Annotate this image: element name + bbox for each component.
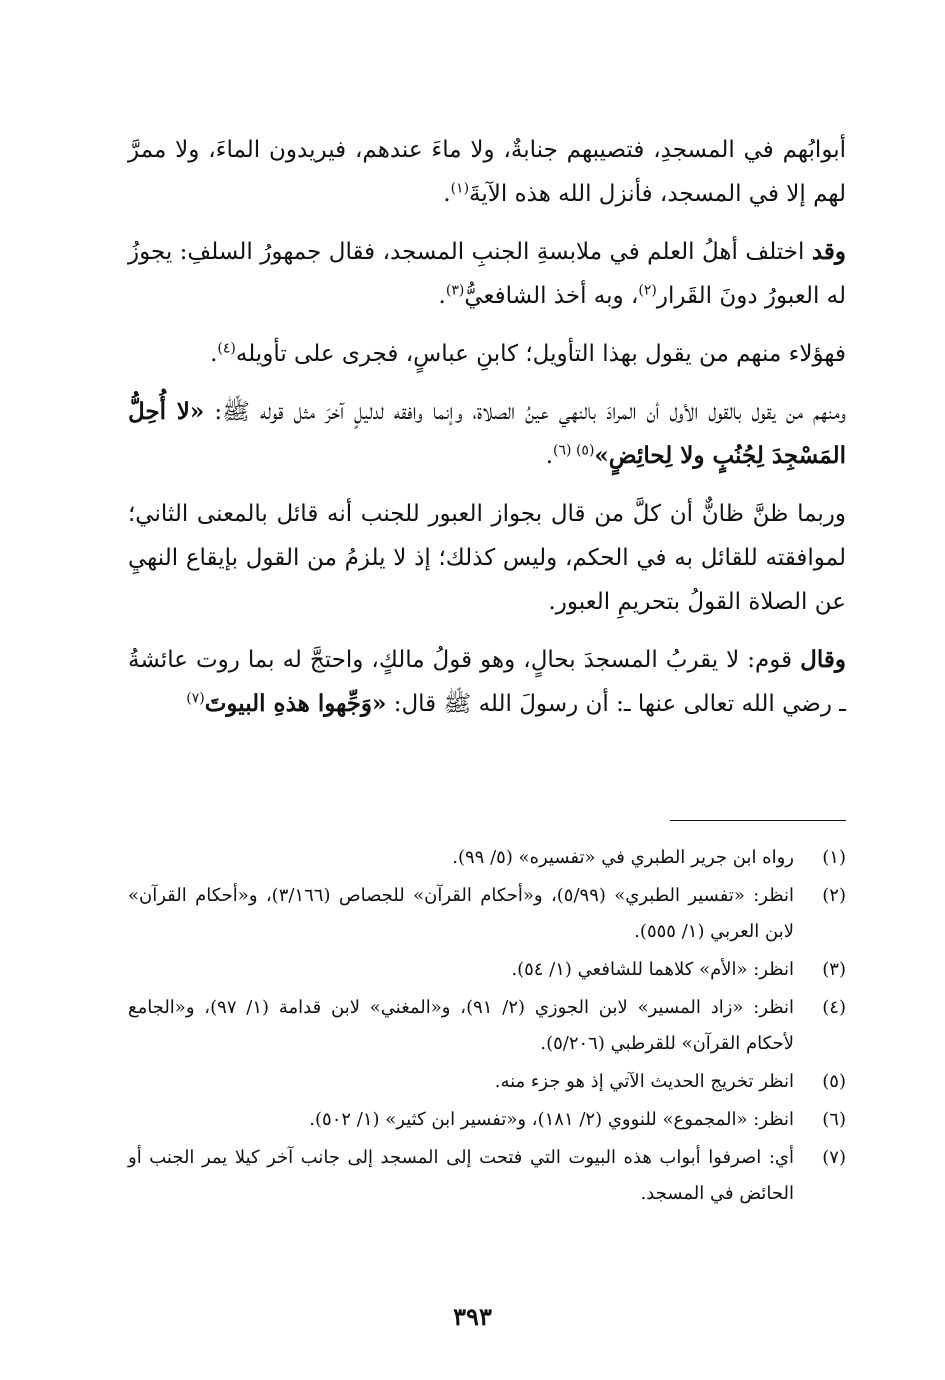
emphasized-text: وقد	[811, 238, 846, 265]
footnote-number: (٦)	[822, 1109, 846, 1130]
footnote-reference: (٧)	[186, 690, 205, 707]
paragraph-text: قوم: لا يقربُ المسجدَ بحالٍ، وهو قولُ مالكٍ، واحتجَّ له بما روت عائشةُ ـ رضي الله تعالى عنها ـ: أن رسولَ الله ﷺ قال:	[128, 647, 846, 717]
footnote	[128, 840, 846, 876]
page-number: ٣٩٣	[453, 1302, 492, 1331]
footnotes	[128, 840, 846, 1214]
footnote	[128, 1102, 846, 1138]
footnote	[128, 990, 846, 1062]
paragraph-text: .	[438, 283, 446, 309]
paragraph-text: .	[443, 181, 451, 207]
paragraph-text: ، وبه أخذ الشافعيُّ	[464, 283, 639, 309]
footnote-number: (١)	[822, 847, 846, 868]
paragraph	[128, 332, 846, 376]
paragraph-text: .	[210, 341, 218, 367]
paragraph-text: فهؤلاء منهم من يقول بهذا التأويل؛ كابنِ عباسٍ، فجرى على تأويله	[235, 341, 846, 367]
emphasized-text: «وَجِّهوا هذهِ البيوتَ	[204, 690, 387, 717]
footnote-reference: (١)	[450, 180, 470, 197]
footnote-number: (٥)	[822, 1071, 846, 1092]
main-text	[128, 128, 846, 726]
footnote-text: رواه ابن جرير الطبري في «تفسيره» (٥/ ٩٩).	[452, 847, 794, 868]
paragraph	[128, 230, 846, 318]
page-content	[128, 128, 847, 1204]
footnote-number: (٢)	[822, 885, 846, 906]
paragraph	[128, 492, 846, 624]
footnote-reference: (٥) (٦)	[553, 442, 595, 459]
footnote-text: انظر: «المجموع» للنووي (٢/ ١٨١)، و«تفسير ابن كثير» (١/ ٥٠٢).	[309, 1109, 794, 1130]
footnote-number: (٣)	[822, 959, 846, 980]
footnote-text: انظر: «زاد المسير» لابن الجوزي (٢/ ٩١)، و«المغني» لابن قدامة (١/ ٩٧)، و«الجامع لأحكام القرآن» للقرطبي (٥/٢٠٦).	[128, 997, 794, 1054]
footnote-reference: (٤)	[217, 340, 236, 357]
footnote-text: انظر: «الأم» كلاهما للشافعي (١/ ٥٤).	[511, 959, 794, 980]
paragraph-text: أبوابُهم في المسجدِ، فتصيبهم جنابةٌ، ولا ماءَ عندهم، فيريدون الماءَ، ولا ممرَّ لهم إلا في المسجد، فأنزل الله هذه الآيةَ	[128, 137, 846, 207]
footnote-text: انظر: «تفسير الطبري» (٥/٩٩)، و«أحكام القرآن» للجصاص (٣/١٦٦)، و«أحكام القرآن» لابن العربي (١/ ٥٥٥).	[128, 885, 794, 942]
emphasized-text: وقال	[800, 646, 846, 673]
footnote-text: انظر تخريج الحديث الآتي إذ هو جزء منه.	[494, 1071, 794, 1092]
footnote	[128, 952, 846, 988]
paragraph	[128, 390, 846, 478]
paragraph-text: اختلف أهلُ العلم في ملابسةِ الجنبِ المسجد، فقال جمهورُ السلفِ: يجوزُ له العبورُ دونَ القَرار	[128, 239, 846, 309]
footnote-number: (٧)	[822, 1147, 846, 1168]
footnote-divider	[670, 820, 846, 821]
footnote-text: أي: اصرفوا أبواب هذه البيوت التي فتحت إلى المسجد إلى جانب آخر كيلا يمر الجنب أو الحائض في المسجد.	[128, 1147, 794, 1204]
emphasized-text: «لا أُحِلُّ المَسْجِدَ لِجُنُبٍ ولا لِحائِضٍ»	[128, 398, 846, 469]
footnote	[128, 1140, 846, 1212]
footnote-reference: (٢)	[638, 282, 657, 299]
footnote-reference: (٣)	[445, 282, 465, 299]
footnote-number: (٤)	[822, 997, 846, 1018]
paragraph-text: .	[545, 443, 554, 469]
paragraph	[128, 638, 846, 726]
paragraph-text: وربما ظنَّ ظانٌّ أن كلَّ من قال بجواز العبور للجنب أنه قائل بالمعنى الثاني؛ لموافقته للقائل به في الحكم، وليس كذلك؛ إذ لا يلزمُ من القول بإيقاع النهيِ عن الصلاة القولُ بتحريمِ العبور.	[128, 501, 846, 615]
paragraph-text: ومنهم من يقول بالقول الأول أن المرادَ بالنهي عينُ الصلاة، وإنما وافقه لدليلٍ آخرَ مثل قوله ﷺ:	[204, 399, 847, 425]
footnote	[128, 1064, 846, 1100]
paragraph	[128, 128, 846, 216]
footnote	[128, 878, 846, 950]
